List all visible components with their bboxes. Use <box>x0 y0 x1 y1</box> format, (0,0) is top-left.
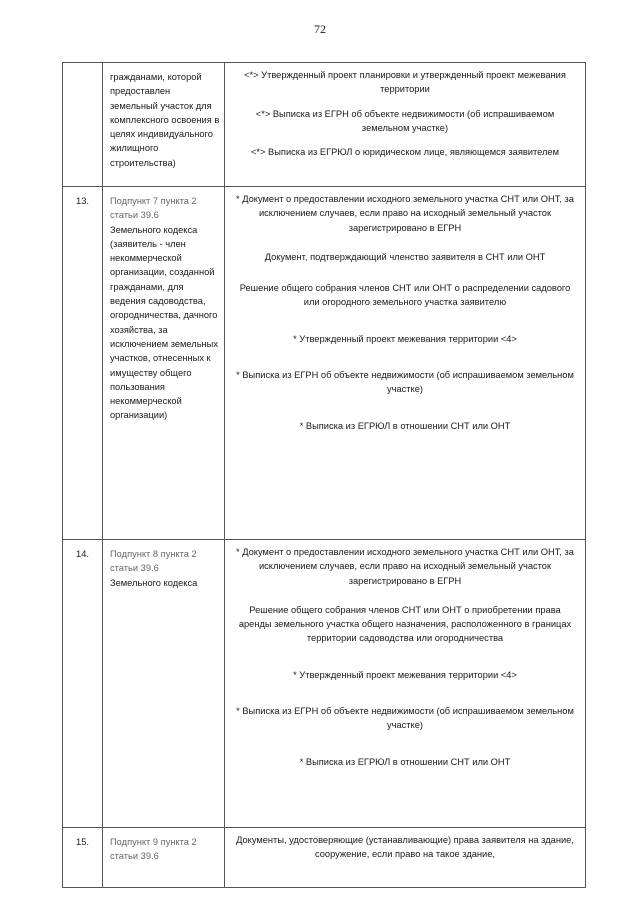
table-row <box>63 828 586 888</box>
legal-basis-cell <box>103 187 225 540</box>
document-item: * Выписка из ЕГРЮЛ в отношении СНТ или ОНТ <box>299 420 511 431</box>
document-item: * Документ о предоставлении исходного земельного участка СНТ или ОНТ, за исключением случаев, если право на исходный земельный участок зарегистрировано в ЕГРН <box>236 547 574 586</box>
document-item: * Утвержденный проект межевания территории <4> <box>293 669 517 680</box>
table-row <box>63 187 586 540</box>
legal-basis-reference: Подпункт 7 пункта 2 статьи 39.6 <box>110 196 197 221</box>
table-row <box>63 63 586 187</box>
documents-cell <box>225 828 586 888</box>
document-item: * Выписка из ЕГРН об объекте недвижимости (об испрашиваемом земельном участке) <box>236 370 574 395</box>
legal-basis-text: гражданами, которой предоставлен земельный участок для комплексного освоения в целях индивидуального жилищного строительства) <box>110 72 220 168</box>
documents-cell <box>225 540 586 828</box>
legal-basis-cell <box>103 63 225 187</box>
document-item: Документы, удостоверяющие (устанавливающие) права заявителя на здание, сооружение, если право на такое здание, <box>236 835 574 860</box>
legal-basis-cell <box>103 540 225 828</box>
document-item: * Утвержденный проект межевания территории <4> <box>293 333 517 344</box>
documents-cell <box>225 63 586 187</box>
document-item: Документ, подтверждающий членство заявителя в СНТ или ОНТ <box>264 251 546 262</box>
row-number: 14. <box>63 540 103 828</box>
page-number: 72 <box>314 22 326 36</box>
document-item: Решение общего собрания членов СНТ или ОНТ о приобретении права аренды земельного участка общего назначения, расположенного в границах территории садоводства или огородничества <box>238 604 572 644</box>
legal-basis-text: Земельного кодекса <box>110 577 198 588</box>
legal-basis-reference: Подпункт 8 пункта 2 статьи 39.6 <box>110 549 197 574</box>
document-item: * Выписка из ЕГРЮЛ в отношении СНТ или ОНТ <box>299 756 511 767</box>
document-item: <*> Выписка из ЕГРН об объекте недвижимости (об испрашиваемом земельном участке) <box>255 108 555 133</box>
row-number: 15. <box>63 828 103 888</box>
documents-cell <box>225 187 586 540</box>
legal-basis-cell <box>103 828 225 888</box>
document-item: Решение общего собрания членов СНТ или ОНТ о распределении садового или огородного земельного участка заявителю <box>239 283 571 308</box>
documents-table <box>62 62 586 888</box>
document-item: <*> Утвержденный проект планировки и утвержденный проект межевания территории <box>244 70 566 95</box>
legal-basis-text: Земельного кодекса (заявитель - член некоммерческой организации, созданной гражданами, для ведения садоводства, огородничества, дачного хозяйства, за исключением земельных участков, отнесенных к имуществу общего пользования некоммерческой организации) <box>110 224 219 421</box>
legal-basis-reference: Подпункт 9 пункта 2 статьи 39.6 <box>110 837 197 862</box>
table-row <box>63 540 586 828</box>
row-number <box>63 63 103 187</box>
document-item: * Документ о предоставлении исходного земельного участка СНТ или ОНТ, за исключением случаев, если право на исходный земельный участок зарегистрировано в ЕГРН <box>236 194 574 233</box>
document-item: <*> Выписка из ЕГРЮЛ о юридическом лице, являющемся заявителем <box>250 147 559 158</box>
document-item: * Выписка из ЕГРН об объекте недвижимости (об испрашиваемом земельном участке) <box>236 706 574 731</box>
row-number: 13. <box>63 187 103 540</box>
